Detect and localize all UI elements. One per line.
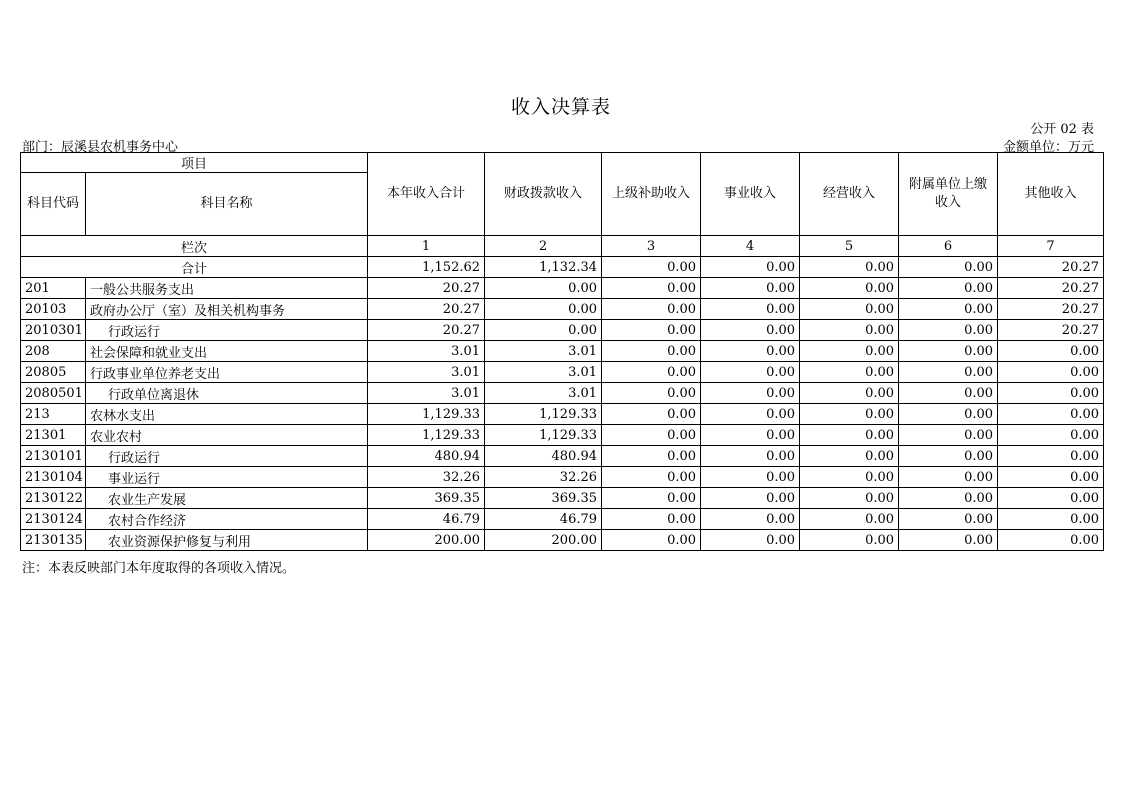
amount-cell: 0.00: [899, 278, 998, 299]
index-num: 7: [998, 236, 1104, 257]
amount-cell: 0.00: [602, 278, 701, 299]
amount-cell: 1,129.33: [368, 404, 485, 425]
amount-cell: 369.35: [368, 488, 485, 509]
subject-name: 一般公共服务支出: [86, 278, 368, 299]
index-label: 栏次: [21, 236, 368, 257]
subject-code: 2010301: [21, 320, 86, 341]
amount-cell: 0.00: [800, 320, 899, 341]
amount-cell: 0.00: [800, 383, 899, 404]
amount-cell: 0.00: [485, 320, 602, 341]
header-code: 科目代码: [21, 173, 86, 236]
header-col-7: 其他收入: [998, 153, 1104, 236]
amount-cell: 0.00: [602, 320, 701, 341]
amount-cell: 0.00: [899, 341, 998, 362]
header-col-6: 附属单位上缴收入: [899, 153, 998, 236]
table-row: [21, 425, 1104, 446]
table-row: [21, 509, 1104, 530]
subject-name: 农村合作经济: [86, 509, 368, 530]
total-value: 0.00: [899, 257, 998, 278]
report-title: 收入决算表: [510, 96, 611, 118]
subject-code: 2130135: [21, 530, 86, 551]
subject-name: 农林水支出: [86, 404, 368, 425]
table-header: [21, 153, 1104, 257]
footnote: 注：本表反映部门本年度取得的各项收入情况。: [22, 561, 296, 576]
amount-cell: 0.00: [602, 509, 701, 530]
subject-code: 21301: [21, 425, 86, 446]
subject-name: 行政单位离退休: [86, 383, 368, 404]
header-item: 项目: [21, 153, 368, 173]
table-row: [21, 467, 1104, 488]
total-value: 0.00: [701, 257, 800, 278]
amount-cell: 0.00: [800, 509, 899, 530]
amount-cell: 0.00: [899, 425, 998, 446]
total-value: 0.00: [800, 257, 899, 278]
amount-cell: 0.00: [899, 467, 998, 488]
amount-cell: 200.00: [368, 530, 485, 551]
amount-cell: 0.00: [701, 467, 800, 488]
table-row: [21, 404, 1104, 425]
amount-cell: 32.26: [368, 467, 485, 488]
subject-name: 农业农村: [86, 425, 368, 446]
amount-cell: 0.00: [899, 446, 998, 467]
amount-cell: 0.00: [800, 488, 899, 509]
subject-name: 政府办公厅（室）及相关机构事务: [86, 299, 368, 320]
amount-cell: 0.00: [602, 362, 701, 383]
amount-cell: 0.00: [998, 404, 1104, 425]
table-body: [21, 257, 1104, 551]
amount-cell: 3.01: [368, 383, 485, 404]
amount-cell: 0.00: [701, 425, 800, 446]
amount-cell: 3.01: [485, 383, 602, 404]
amount-cell: 0.00: [602, 425, 701, 446]
amount-cell: 0.00: [800, 446, 899, 467]
amount-cell: 0.00: [701, 362, 800, 383]
unit-label: 金额单位：万元: [1002, 140, 1094, 155]
amount-cell: 0.00: [899, 488, 998, 509]
amount-cell: 0.00: [701, 278, 800, 299]
amount-cell: 0.00: [701, 530, 800, 551]
amount-cell: 369.35: [485, 488, 602, 509]
amount-cell: 3.01: [485, 341, 602, 362]
amount-cell: 0.00: [899, 383, 998, 404]
index-num: 4: [701, 236, 800, 257]
amount-cell: 0.00: [701, 341, 800, 362]
amount-cell: 0.00: [602, 446, 701, 467]
amount-cell: 0.00: [800, 530, 899, 551]
amount-cell: 0.00: [998, 488, 1104, 509]
amount-cell: 0.00: [602, 467, 701, 488]
amount-cell: 0.00: [800, 467, 899, 488]
amount-cell: 0.00: [602, 341, 701, 362]
amount-cell: 0.00: [998, 425, 1104, 446]
amount-cell: 46.79: [485, 509, 602, 530]
amount-cell: 0.00: [701, 320, 800, 341]
subject-code: 213: [21, 404, 86, 425]
index-num: 2: [485, 236, 602, 257]
amount-cell: 3.01: [485, 362, 602, 383]
table-row: [21, 341, 1104, 362]
table-row: [21, 278, 1104, 299]
amount-cell: 46.79: [368, 509, 485, 530]
amount-cell: 0.00: [701, 446, 800, 467]
amount-cell: 32.26: [485, 467, 602, 488]
total-row: [21, 257, 1104, 278]
header-col-4: 事业收入: [701, 153, 800, 236]
table-row: [21, 362, 1104, 383]
table-row: [21, 488, 1104, 509]
amount-cell: 1,129.33: [485, 404, 602, 425]
amount-cell: 0.00: [998, 530, 1104, 551]
subject-name: 事业运行: [86, 467, 368, 488]
amount-cell: 0.00: [485, 299, 602, 320]
amount-cell: 0.00: [701, 488, 800, 509]
subject-code: 2130101: [21, 446, 86, 467]
amount-cell: 480.94: [485, 446, 602, 467]
amount-cell: 0.00: [899, 509, 998, 530]
amount-cell: 20.27: [998, 320, 1104, 341]
index-num: 3: [602, 236, 701, 257]
amount-cell: 1,129.33: [368, 425, 485, 446]
amount-cell: 0.00: [899, 404, 998, 425]
index-num: 1: [368, 236, 485, 257]
subject-code: 20103: [21, 299, 86, 320]
amount-cell: 0.00: [899, 320, 998, 341]
subject-code: 2130104: [21, 467, 86, 488]
total-value: 20.27: [998, 257, 1104, 278]
subject-name: 社会保障和就业支出: [86, 341, 368, 362]
amount-cell: 20.27: [368, 320, 485, 341]
amount-cell: 1,129.33: [485, 425, 602, 446]
index-num: 5: [800, 236, 899, 257]
amount-cell: 0.00: [998, 467, 1104, 488]
amount-cell: 0.00: [485, 278, 602, 299]
amount-cell: 0.00: [701, 299, 800, 320]
amount-cell: 0.00: [899, 362, 998, 383]
amount-cell: 0.00: [899, 530, 998, 551]
amount-cell: 0.00: [602, 530, 701, 551]
amount-cell: 0.00: [998, 509, 1104, 530]
amount-cell: 3.01: [368, 362, 485, 383]
header-name: 科目名称: [86, 173, 368, 236]
subject-code: 2130124: [21, 509, 86, 530]
table-row: [21, 446, 1104, 467]
amount-cell: 0.00: [998, 383, 1104, 404]
amount-cell: 0.00: [602, 299, 701, 320]
amount-cell: 0.00: [998, 362, 1104, 383]
subject-code: 2080501: [21, 383, 86, 404]
header-col-3: 上级补助收入: [602, 153, 701, 236]
income-table: [20, 152, 1104, 551]
total-label: 合计: [21, 257, 368, 278]
amount-cell: 0.00: [998, 341, 1104, 362]
amount-cell: 20.27: [998, 278, 1104, 299]
subject-code: 201: [21, 278, 86, 299]
subject-name: 行政运行: [86, 320, 368, 341]
form-number: 公开 02 表: [1030, 122, 1094, 137]
amount-cell: 0.00: [998, 446, 1104, 467]
header-col-2: 财政拨款收入: [485, 153, 602, 236]
amount-cell: 20.27: [368, 278, 485, 299]
subject-code: 20805: [21, 362, 86, 383]
subject-code: 208: [21, 341, 86, 362]
subject-name: 农业资源保护修复与利用: [86, 530, 368, 551]
amount-cell: 0.00: [602, 404, 701, 425]
amount-cell: 0.00: [800, 278, 899, 299]
subject-name: 农业生产发展: [86, 488, 368, 509]
subject-code: 2130122: [21, 488, 86, 509]
amount-cell: 20.27: [998, 299, 1104, 320]
table-row: [21, 320, 1104, 341]
subject-name: 行政运行: [86, 446, 368, 467]
amount-cell: 200.00: [485, 530, 602, 551]
amount-cell: 0.00: [602, 488, 701, 509]
header-col-1: 本年收入合计: [368, 153, 485, 236]
table-row: [21, 383, 1104, 404]
amount-cell: 0.00: [800, 362, 899, 383]
table-row: [21, 530, 1104, 551]
amount-cell: 0.00: [800, 425, 899, 446]
amount-cell: 0.00: [800, 341, 899, 362]
index-num: 6: [899, 236, 998, 257]
total-value: 1,132.34: [485, 257, 602, 278]
amount-cell: 0.00: [899, 299, 998, 320]
amount-cell: 20.27: [368, 299, 485, 320]
amount-cell: 0.00: [602, 383, 701, 404]
amount-cell: 480.94: [368, 446, 485, 467]
amount-cell: 0.00: [800, 299, 899, 320]
header-col-5: 经营收入: [800, 153, 899, 236]
subject-name: 行政事业单位养老支出: [86, 362, 368, 383]
amount-cell: 0.00: [800, 404, 899, 425]
amount-cell: 0.00: [701, 404, 800, 425]
amount-cell: 0.00: [701, 509, 800, 530]
table-row: [21, 299, 1104, 320]
amount-cell: 3.01: [368, 341, 485, 362]
total-value: 1,152.62: [368, 257, 485, 278]
total-value: 0.00: [602, 257, 701, 278]
amount-cell: 0.00: [701, 383, 800, 404]
department-label: 部门：辰溪县农机事务中心: [22, 140, 179, 155]
